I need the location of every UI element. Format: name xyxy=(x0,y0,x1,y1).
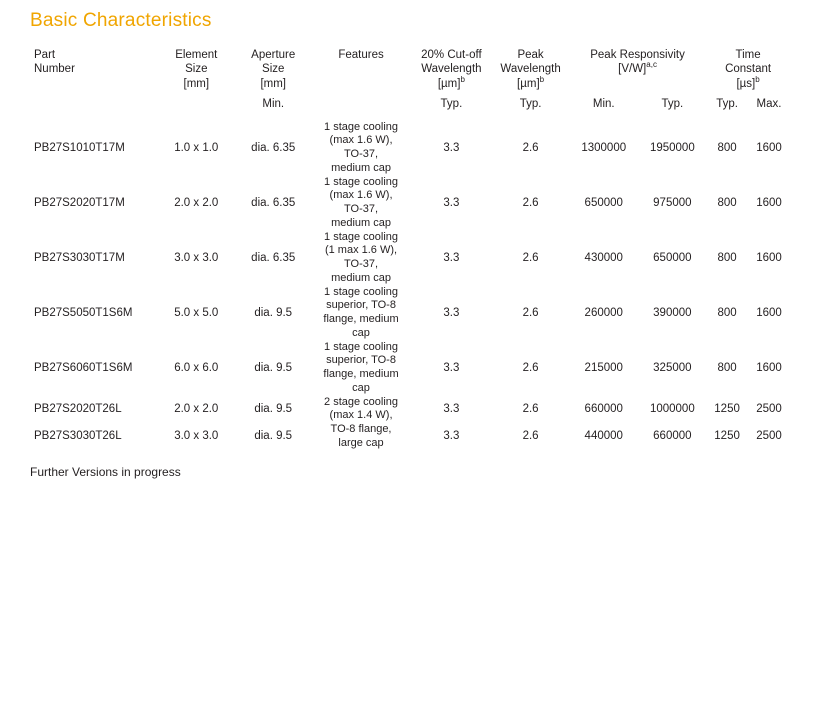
subheader-aperture-min: Min. xyxy=(262,98,285,111)
subheader-cutoff-typ: Typ. xyxy=(440,98,463,111)
cell-time-constant-typ: 800 xyxy=(717,141,737,154)
col-header-features xyxy=(311,48,410,120)
table-body xyxy=(30,121,790,451)
cell-responsivity-min: 660000 xyxy=(584,402,623,415)
cell-responsivity-typ: 1950000 xyxy=(649,141,695,154)
cell-time-constant-max: 1600 xyxy=(756,251,782,264)
cell-aperture-size: dia. 6.35 xyxy=(251,196,296,209)
col-header-time-constant xyxy=(706,48,790,91)
cell-element-size: 6.0 x 6.0 xyxy=(174,361,219,374)
cell-responsivity-typ: 650000 xyxy=(653,251,692,264)
col-header-cutoff-wavelength xyxy=(411,48,493,91)
cell-part-number: PB27S5050T1S6M xyxy=(34,306,133,319)
col-header-time-constant-label: Time Constant [µs] xyxy=(725,49,772,90)
cell-aperture-size: dia. 9.5 xyxy=(254,361,293,374)
cell-peak-wavelength: 2.6 xyxy=(522,306,539,319)
cell-part-number: PB27S2020T26L xyxy=(34,402,122,415)
cell-element-size: 1.0 x 1.0 xyxy=(174,141,219,154)
cell-features: 2 stage cooling (max 1.4 W), TO-8 flange, large cap xyxy=(324,395,399,449)
cell-element-size: 2.0 x 2.0 xyxy=(174,402,219,415)
cell-features: 1 stage cooling (max 1.6 W), TO-37, medium cap xyxy=(324,175,399,229)
cell-responsivity-min: 1300000 xyxy=(581,141,627,154)
cell-peak-wavelength: 2.6 xyxy=(522,141,539,154)
table-row xyxy=(30,396,790,424)
col-header-features-label: Features xyxy=(338,49,384,61)
cell-time-constant-max: 1600 xyxy=(756,141,782,154)
col-header-peak-wavelength-label: Peak Wavelength [µm] xyxy=(500,49,561,90)
col-header-peak-responsivity xyxy=(569,48,706,91)
table-row xyxy=(30,341,790,396)
basic-characteristics-table xyxy=(30,48,790,451)
cell-time-constant-max: 1600 xyxy=(756,306,782,319)
cell-responsivity-typ: 975000 xyxy=(653,196,692,209)
header-row-main xyxy=(30,48,790,91)
table-row xyxy=(30,121,790,176)
cell-aperture-size: dia. 9.5 xyxy=(254,430,293,443)
col-header-aperture-size-label: Aperture Size [mm] xyxy=(251,49,296,90)
cell-part-number: PB27S1010T17M xyxy=(34,141,125,154)
cell-part-number: PB27S2020T17M xyxy=(34,196,125,209)
cell-part-number: PB27S3030T26L xyxy=(34,430,122,443)
cell-time-constant-typ: 800 xyxy=(717,361,737,374)
cell-responsivity-typ: 325000 xyxy=(653,361,692,374)
cell-cutoff-wavelength: 3.3 xyxy=(443,196,460,209)
col-header-peak-wavelength-footnote-marker: b xyxy=(539,74,545,84)
cell-element-size: 5.0 x 5.0 xyxy=(174,306,219,319)
subheader-responsivity-typ: Typ. xyxy=(661,98,684,111)
col-header-peak-responsivity-label: Peak Responsivity [V/W] xyxy=(590,49,685,76)
page-title: Basic Characteristics xyxy=(30,10,212,31)
cell-cutoff-wavelength: 3.3 xyxy=(443,251,460,264)
subheader-peak-wavelength-typ: Typ. xyxy=(519,98,542,111)
cell-features: 1 stage cooling (max 1.6 W), TO-37, medium cap xyxy=(324,120,399,174)
col-header-time-constant-footnote-marker: b xyxy=(755,74,760,84)
cell-element-size: 2.0 x 2.0 xyxy=(174,196,219,209)
subheader-responsivity-min: Min. xyxy=(592,98,615,111)
cell-responsivity-min: 430000 xyxy=(584,251,623,264)
cell-time-constant-typ: 1250 xyxy=(714,430,740,443)
cell-time-constant-max: 2500 xyxy=(756,402,782,415)
cell-peak-wavelength: 2.6 xyxy=(522,196,539,209)
cell-part-number: PB27S6060T1S6M xyxy=(34,361,133,374)
cell-aperture-size: dia. 9.5 xyxy=(254,306,293,319)
table-row xyxy=(30,286,790,341)
cell-features: 1 stage cooling superior, TO-8 flange, medium cap xyxy=(323,340,399,394)
col-header-peak-wavelength xyxy=(492,48,569,91)
cell-aperture-size: dia. 9.5 xyxy=(254,402,293,415)
col-header-peak-responsivity-footnote-marker: a,c xyxy=(646,60,657,70)
cell-peak-wavelength: 2.6 xyxy=(522,251,539,264)
col-header-part-number-label: Part Number xyxy=(34,49,75,76)
col-header-aperture-size xyxy=(235,48,311,91)
cell-peak-wavelength: 2.6 xyxy=(522,402,539,415)
cell-cutoff-wavelength: 3.3 xyxy=(443,306,460,319)
cell-element-size: 3.0 x 3.0 xyxy=(174,251,219,264)
cell-time-constant-typ: 1250 xyxy=(714,402,740,415)
cell-time-constant-max: 1600 xyxy=(756,196,782,209)
cell-part-number: PB27S3030T17M xyxy=(34,251,125,264)
footnote-further-versions: Further Versions in progress xyxy=(30,464,181,479)
cell-responsivity-typ: 1000000 xyxy=(649,402,695,415)
cell-cutoff-wavelength: 3.3 xyxy=(443,430,460,443)
col-header-element-size-label: Element Size [mm] xyxy=(175,49,218,90)
col-header-part-number xyxy=(30,48,158,120)
cell-cutoff-wavelength: 3.3 xyxy=(443,141,460,154)
table-row xyxy=(30,231,790,286)
cell-cutoff-wavelength: 3.3 xyxy=(443,402,460,415)
document-page xyxy=(0,10,818,706)
cell-aperture-size: dia. 6.35 xyxy=(251,251,296,264)
table-row xyxy=(30,423,790,451)
cell-responsivity-min: 650000 xyxy=(584,196,623,209)
cell-responsivity-min: 440000 xyxy=(584,430,623,443)
cell-features: 1 stage cooling superior, TO-8 flange, medium cap xyxy=(323,285,399,339)
cell-features: 1 stage cooling (1 max 1.6 W), TO-37, medium cap xyxy=(324,230,399,284)
cell-responsivity-typ: 660000 xyxy=(653,430,692,443)
cell-responsivity-min: 215000 xyxy=(584,361,623,374)
table-header xyxy=(30,48,790,121)
cell-responsivity-typ: 390000 xyxy=(653,306,692,319)
cell-time-constant-typ: 800 xyxy=(717,251,737,264)
cell-cutoff-wavelength: 3.3 xyxy=(443,361,460,374)
cell-time-constant-typ: 800 xyxy=(717,306,737,319)
cell-time-constant-max: 1600 xyxy=(756,361,782,374)
subheader-time-constant-max: Max. xyxy=(756,98,782,111)
cell-time-constant-typ: 800 xyxy=(717,196,737,209)
cell-peak-wavelength: 2.6 xyxy=(522,430,539,443)
table-row xyxy=(30,176,790,231)
col-header-cutoff-wavelength-label: 20% Cut-off Wavelength [µm] xyxy=(421,49,482,90)
subheader-time-constant-typ: Typ. xyxy=(716,98,738,111)
cell-peak-wavelength: 2.6 xyxy=(522,361,539,374)
col-header-cutoff-footnote-marker: b xyxy=(460,74,465,84)
cell-time-constant-max: 2500 xyxy=(756,430,782,443)
cell-aperture-size: dia. 6.35 xyxy=(251,141,296,154)
col-header-element-size xyxy=(158,48,235,120)
cell-responsivity-min: 260000 xyxy=(584,306,623,319)
cell-element-size: 3.0 x 3.0 xyxy=(174,430,219,443)
